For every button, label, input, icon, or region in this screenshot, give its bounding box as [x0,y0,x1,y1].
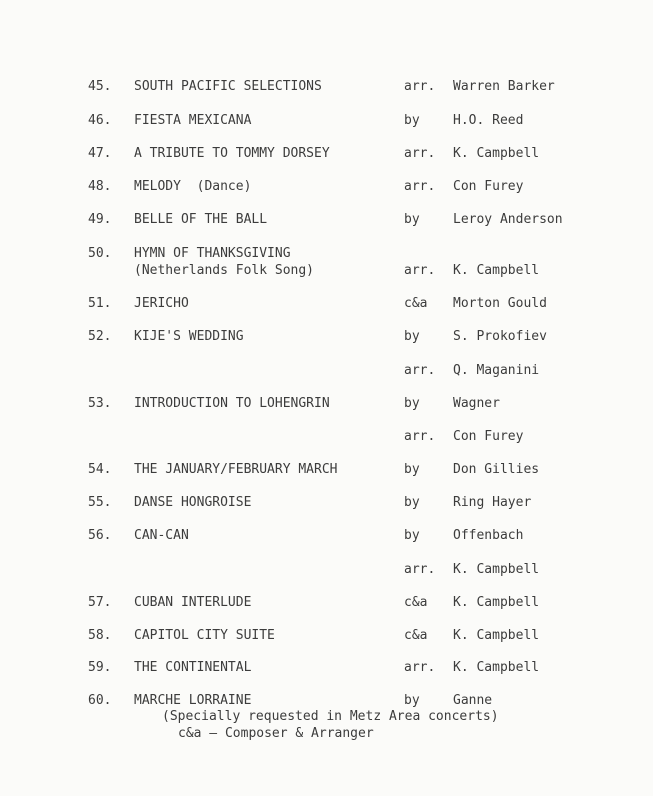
entry-credit: K. Campbell [453,263,540,278]
entry-credit: Leroy Anderson [453,212,563,227]
entry-title: A TRIBUTE TO TOMMY DORSEY [134,146,330,161]
special-request-note: (Specially requested in Metz Area concerts) [162,709,499,724]
program-entry-59 [0,659,653,677]
entry-role: c&a [404,296,428,311]
program-entry-48 [0,178,653,196]
entry-credit: K. Campbell [453,595,540,610]
entry-role: c&a [404,628,428,643]
entry-role: arr. [404,179,436,194]
entry-number: 58. [88,628,112,643]
entry-credit: K. Campbell [453,660,540,675]
entry-number: 56. [88,528,112,543]
legend-note: c&a — Composer & Arranger [178,726,374,741]
entry-title: INTRODUCTION TO LOHENGRIN [134,396,330,411]
entry-title: FIESTA MEXICANA [134,113,252,128]
entry-number: 47. [88,146,112,161]
entry-credit: Offenbach [453,528,524,543]
entry-number: 57. [88,595,112,610]
entry-subtitle: (Netherlands Folk Song) [134,263,315,278]
entry-number: 51. [88,296,112,311]
entry-role: by [404,113,420,128]
entry-credit: S. Prokofiev [453,329,547,344]
entry-number: 53. [88,396,112,411]
entry-role: by [404,528,420,543]
entry-number: 59. [88,660,112,675]
entry-credit: Warren Barker [453,79,555,94]
entry-credit: Q. Maganini [453,363,540,378]
program-entry-55 [0,494,653,512]
entry-credit: Ganne [453,693,493,708]
entry-role: by [404,396,420,411]
entry-title: MELODY (Dance) [134,179,252,194]
entry-credit: Ring Hayer [453,495,532,510]
entry-number: 60. [88,693,112,708]
entry-role: by [404,495,420,510]
program-entry-51 [0,295,653,313]
entry-title: CAPITOL CITY SUITE [134,628,275,643]
entry-role: arr. [404,146,436,161]
entry-role: arr. [404,562,436,577]
program-entry-50 [0,245,653,278]
program-entry-57 [0,594,653,612]
entry-number: 55. [88,495,112,510]
program-entry-54 [0,461,653,479]
entry-title: CUBAN INTERLUDE [134,595,252,610]
entry-role: arr. [404,363,436,378]
entry-role: by [404,212,420,227]
program-entry-46 [0,112,653,130]
program-entry-47 [0,145,653,163]
entry-title: HYMN OF THANKSGIVING [134,246,291,261]
entry-number: 52. [88,329,112,344]
entry-credit: K. Campbell [453,146,540,161]
entry-credit: K. Campbell [453,628,540,643]
program-entry-53 [0,395,653,413]
entry-credit: Con Furey [453,179,524,194]
program-entry-52-arranger [0,362,653,380]
entry-role: arr. [404,660,436,675]
entry-credit: Wagner [453,396,500,411]
entry-role: by [404,462,420,477]
entry-role: by [404,693,420,708]
entry-title: BELLE OF THE BALL [134,212,268,227]
entry-role: arr. [404,263,436,278]
program-entry-49 [0,211,653,229]
program-entry-53-arranger [0,428,653,446]
entry-number: 46. [88,113,112,128]
program-entry-56 [0,527,653,545]
entry-title: CAN-CAN [134,528,189,543]
entry-title: JERICHO [134,296,189,311]
entry-role: by [404,329,420,344]
entry-role: arr. [404,429,436,444]
entry-number: 48. [88,179,112,194]
entry-credit: H.O. Reed [453,113,524,128]
entry-credit: Morton Gould [453,296,547,311]
entry-role: arr. [404,79,436,94]
program-entry-45 [0,78,653,96]
entry-title: DANSE HONGROISE [134,495,252,510]
entry-title: SOUTH PACIFIC SELECTIONS [134,79,322,94]
program-entry-58 [0,627,653,645]
entry-credit: Don Gillies [453,462,540,477]
entry-title: THE JANUARY/FEBRUARY MARCH [134,462,338,477]
entry-title: MARCHE LORRAINE [134,693,252,708]
program-entry-56-arranger [0,561,653,579]
entry-title: THE CONTINENTAL [134,660,252,675]
entry-number: 45. [88,79,112,94]
entry-title: KIJE'S WEDDING [134,329,244,344]
entry-number: 54. [88,462,112,477]
entry-role: c&a [404,595,428,610]
entry-number: 49. [88,212,112,227]
program-entry-52 [0,328,653,346]
entry-credit: K. Campbell [453,562,540,577]
entry-credit: Con Furey [453,429,524,444]
entry-number: 50. [88,246,112,261]
